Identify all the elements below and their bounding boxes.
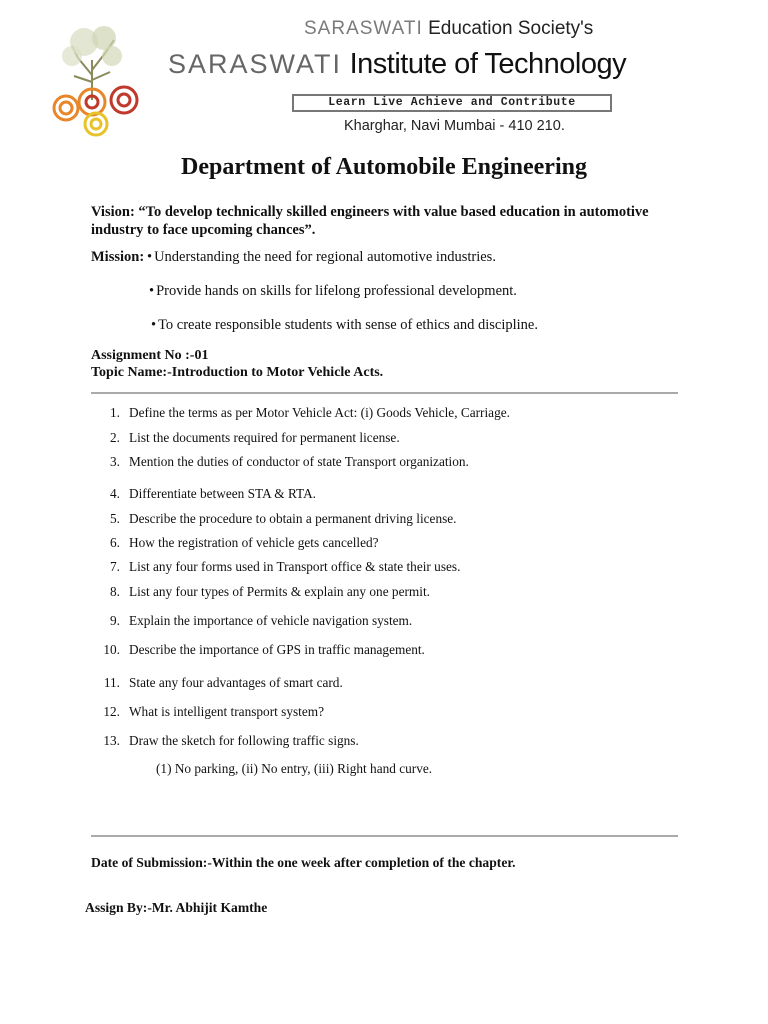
vision-label: Vision: xyxy=(91,204,135,220)
question-text: What is intelligent transport system? xyxy=(129,704,324,719)
question-number: 8. xyxy=(110,584,120,599)
tagline-box: Learn Live Achieve and Contribute xyxy=(292,94,612,112)
bullet-icon: • xyxy=(149,283,155,299)
divider-bottom xyxy=(91,835,678,837)
vision-text: “To develop technically skilled engineers with value based education in automotive industry to face upcoming chances”. xyxy=(91,204,649,238)
question-text: How the registration of vehicle gets cancelled? xyxy=(129,535,379,550)
question-number: 12. xyxy=(103,704,120,719)
department-title: Department of Automobile Engineering xyxy=(181,154,587,180)
question-number: 4. xyxy=(110,486,120,501)
society-suffix: Education Society's xyxy=(422,18,594,39)
question-number: 5. xyxy=(110,511,120,526)
question-text: Describe the importance of GPS in traffic management. xyxy=(129,642,425,657)
question-number: 7. xyxy=(110,559,120,574)
question-number: 10. xyxy=(103,642,120,657)
institute-name xyxy=(168,48,626,81)
institute-address: Kharghar, Navi Mumbai - 410 210. xyxy=(344,118,565,134)
question-text: Explain the importance of vehicle navigation system. xyxy=(129,613,413,628)
question-number: 3. xyxy=(110,454,120,469)
society-brand: SARASWATI xyxy=(304,18,423,39)
mission-item-text: To create responsible students with sense of ethics and discipline. xyxy=(158,317,538,333)
question-text: State any four advantages of smart card. xyxy=(129,675,343,690)
question-text: Mention the duties of conductor of state Transport organization. xyxy=(129,454,469,469)
divider-top xyxy=(91,392,678,394)
mission-item xyxy=(147,249,496,266)
bullet-icon: • xyxy=(151,317,157,333)
question-number: 6. xyxy=(110,535,120,550)
swirl-circles-icon xyxy=(54,87,137,135)
date-of-submission: Date of Submission:-Within the one week after completion of the chapter. xyxy=(91,855,516,870)
question-text: Define the terms as per Motor Vehicle Act: (i) Goods Vehicle, Carriage. xyxy=(129,405,510,420)
question-number: 13. xyxy=(103,733,120,748)
mission-item xyxy=(151,317,538,334)
mission-label: Mission: xyxy=(91,249,145,265)
vision-statement xyxy=(91,203,691,239)
question-number: 1. xyxy=(110,405,120,420)
assignment-number: Assignment No :-01 xyxy=(91,348,209,363)
question-number: 11. xyxy=(103,675,120,690)
question-text: List the documents required for permanent license. xyxy=(129,430,400,445)
question-text: List any four forms used in Transport office & state their uses. xyxy=(129,559,461,574)
assigned-by: Assign By:-Mr. Abhijit Kamthe xyxy=(85,900,268,915)
bullet-icon: • xyxy=(147,249,153,265)
question-text: List any four types of Permits & explain any one permit. xyxy=(129,584,430,599)
society-name xyxy=(304,18,593,40)
mission-item-text: Understanding the need for regional automotive industries. xyxy=(154,249,496,265)
question-text: Describe the procedure to obtain a permanent driving license. xyxy=(129,511,457,526)
institute-suffix: Institute of Technology xyxy=(342,48,627,80)
question-number: 9. xyxy=(110,613,120,628)
mission-item xyxy=(149,283,517,300)
question-text: Draw the sketch for following traffic signs. xyxy=(129,733,359,748)
question-text: Differentiate between STA & RTA. xyxy=(129,486,316,501)
question-13-subitems: (1) No parking, (ii) No entry, (iii) Right hand curve. xyxy=(156,761,433,776)
institute-brand: SARASWATI xyxy=(168,49,343,79)
topic-name: Topic Name:-Introduction to Motor Vehicle Acts. xyxy=(91,365,384,380)
institute-logo xyxy=(44,20,148,142)
question-number: 2. xyxy=(110,430,120,445)
mission-item-text: Provide hands on skills for lifelong professional development. xyxy=(156,283,517,299)
